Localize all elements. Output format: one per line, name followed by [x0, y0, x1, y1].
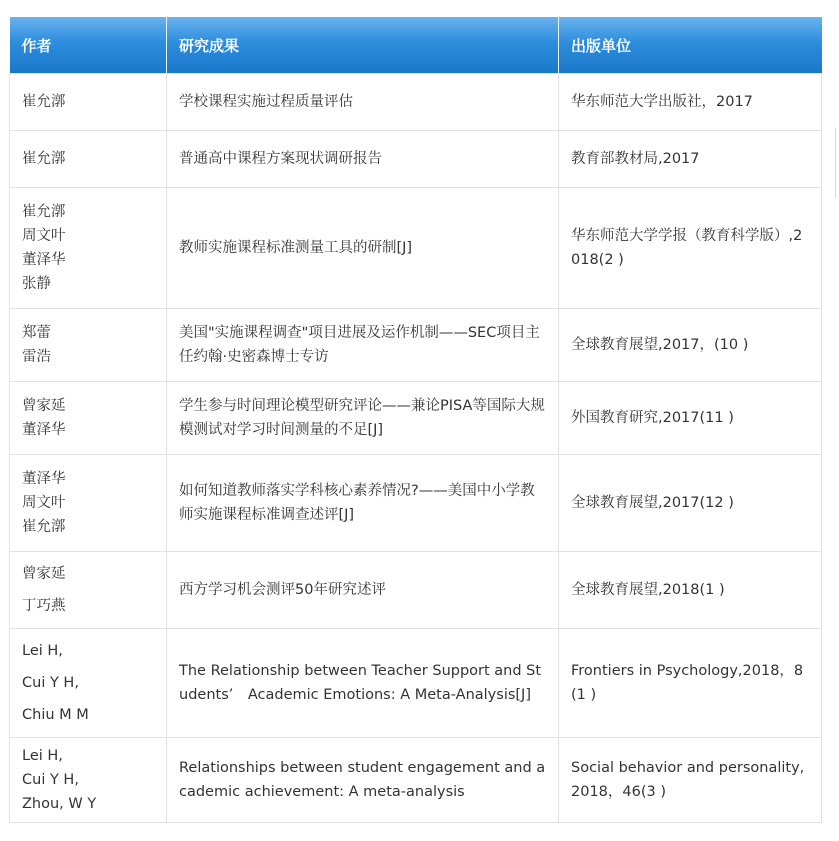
- publisher-cell: Frontiers in Psychology,2018，8(1 ): [559, 629, 822, 738]
- author-cell: [10, 188, 167, 309]
- author-name: Cui Y H,: [22, 772, 79, 788]
- author-name: 崔允漷: [22, 94, 66, 110]
- table-body: [10, 74, 822, 823]
- author-name: 崔允漷: [22, 204, 66, 220]
- publisher-cell: 教育部教材局,2017: [559, 131, 822, 188]
- author-name: Cui Y H,: [22, 675, 79, 691]
- publisher-cell: 全球教育展望,2017(12 ): [559, 455, 822, 552]
- table-row: [10, 188, 822, 309]
- author-name: 董泽华: [22, 471, 66, 487]
- author-name: 张静: [22, 276, 51, 292]
- table-row: [10, 74, 822, 131]
- publisher-cell: 全球教育展望,2018(1 ): [559, 552, 822, 629]
- author-name: 董泽华: [22, 422, 66, 438]
- author-name: Lei H,: [22, 748, 63, 764]
- result-cell: 西方学习机会测评50年研究述评: [167, 552, 559, 629]
- table-header: [10, 17, 822, 74]
- author-name: 董泽华: [22, 252, 66, 268]
- author-name: Lei H,: [22, 643, 63, 659]
- publisher-cell: Social behavior and personality,2018，46(3 ): [559, 738, 822, 823]
- author-name: 郑蕾: [22, 325, 51, 341]
- table-row: [10, 629, 822, 738]
- author-cell: [10, 738, 167, 823]
- author-name: 崔允漷: [22, 519, 66, 535]
- author-cell: [10, 309, 167, 382]
- author-cell: [10, 131, 167, 188]
- author-name: 曾家延: [22, 566, 66, 582]
- result-cell: 普通高中课程方案现状调研报告: [167, 131, 559, 188]
- publisher-cell: 全球教育展望,2017，(10 ): [559, 309, 822, 382]
- publisher-cell: 外国教育研究,2017(11 ): [559, 382, 822, 455]
- page-divider: [835, 128, 836, 198]
- table-row: [10, 455, 822, 552]
- author-cell: [10, 74, 167, 131]
- author-cell: [10, 552, 167, 629]
- table-row: [10, 738, 822, 823]
- result-cell: 美国"实施课程调查"项目进展及运作机制——SEC项目主任约翰·史密森博士专访: [167, 309, 559, 382]
- author-cell: [10, 629, 167, 738]
- header-row: [10, 17, 822, 74]
- result-cell: 教师实施课程标准测量工具的研制[J]: [167, 188, 559, 309]
- table-row: [10, 131, 822, 188]
- result-cell: 学校课程实施过程质量评估: [167, 74, 559, 131]
- author-name: Zhou, W Y: [22, 796, 97, 812]
- result-cell: 学生参与时间理论模型研究评论——兼论PISA等国际大规模测试对学习时间测量的不足[J]: [167, 382, 559, 455]
- author-name: 周文叶: [22, 228, 66, 244]
- author-name: Chiu M M: [22, 707, 89, 723]
- header-author: 作者: [10, 17, 167, 74]
- author-cell: [10, 455, 167, 552]
- table-row: [10, 552, 822, 629]
- publications-table: [9, 17, 822, 823]
- author-name: 雷浩: [22, 349, 51, 365]
- result-cell: 如何知道教师落实学科核心素养情况?——美国中小学教师实施课程标准调查述评[J]: [167, 455, 559, 552]
- result-cell: Relationships between student engagement and academic achievement: A meta-analysis: [167, 738, 559, 823]
- author-name: 丁巧燕: [22, 598, 66, 614]
- author-name: 崔允漷: [22, 151, 66, 167]
- result-cell: The Relationship between Teacher Support and Students’ Academic Emotions: A Meta-Analysis[J]: [167, 629, 559, 738]
- header-result: 研究成果: [167, 17, 559, 74]
- table-row: [10, 382, 822, 455]
- publisher-cell: 华东师范大学学报（教育科学版）,2018(2 ): [559, 188, 822, 309]
- table-row: [10, 309, 822, 382]
- author-name: 曾家延: [22, 398, 66, 414]
- publisher-cell: 华东师范大学出版社，2017: [559, 74, 822, 131]
- header-publisher: 出版单位: [559, 17, 822, 74]
- author-cell: [10, 382, 167, 455]
- author-name: 周文叶: [22, 495, 66, 511]
